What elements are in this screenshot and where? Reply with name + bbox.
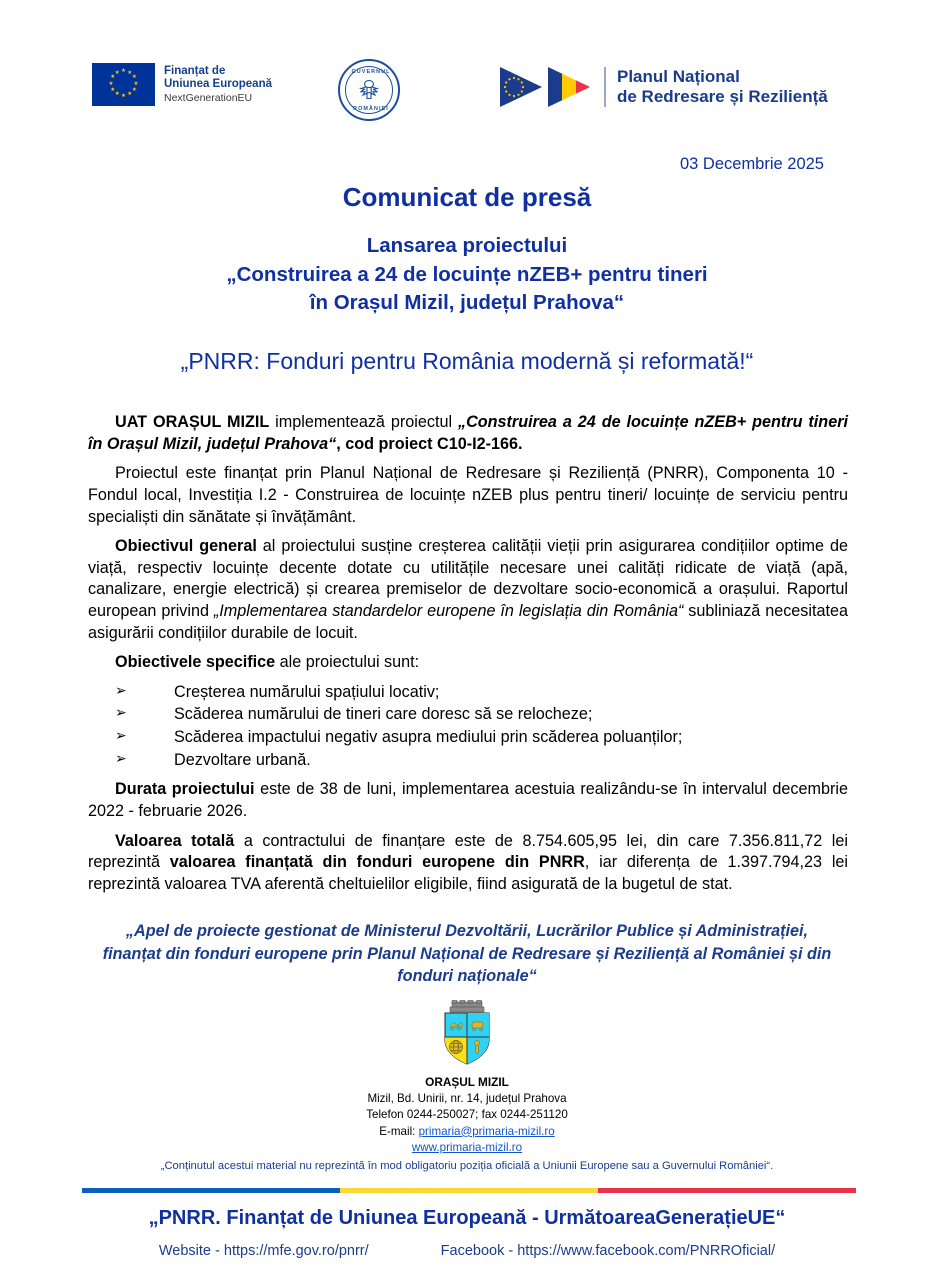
objective-item [88,703,848,726]
project-heading-line2: „Construirea a 24 de locuințe nZEB+ pentru tineri [226,262,708,286]
total-value-label: Valoarea totală [115,831,235,850]
contact-address: Mizil, Bd. Unirii, nr. 14, județul Prahova [367,1091,567,1105]
objective-label: Dezvoltare urbană. [174,750,311,769]
contact-website-link[interactable]: www.primaria-mizil.ro [411,1141,523,1155]
eu-star-icon: ★ [110,86,116,93]
eu-logo-line1: Finanțat de [164,64,226,77]
pnrr-logo [498,63,828,111]
tricolor-segment-red [598,1188,856,1193]
eu-arrow-icon [498,63,546,111]
document-body [88,412,848,903]
eu-star-icon [504,86,506,88]
government-of-romania-seal [338,59,400,121]
objective-item [88,749,848,772]
eu-star-icon [505,81,507,83]
paragraph-specific-objectives-intro [88,652,848,674]
eu-funded-value-label: valoarea finanțată din fonduri europene din PNRR [169,853,585,872]
contact-email-line [0,1124,934,1140]
eu-disclaimer: „Conținutul acestui material nu reprezintă în mod obligatoriu poziția oficială a Uniunii Europene sau a Guvernului României“. [160,1160,774,1172]
paragraph-general-objective [88,536,848,644]
european-report-title: „Implementarea standardelor europene în legislația din România“ [213,602,684,620]
specific-objectives-label: Obiectivele specifice [115,653,276,672]
objective-item [88,681,848,704]
eu-star-icon: ★ [133,80,139,87]
eu-star-icon: ★ [121,93,126,99]
eu-star-icon [513,95,515,97]
eu-star-icon [513,77,515,79]
call-for-projects-note: „Apel de proiecte gestionat de Ministerul Dezvoltării, Lucrărilor Publice și Administrației, finanțat din fonduri europene prin Planul Național de Redresare și Reziliență al României și din fonduri naționale“ [102,922,832,986]
project-heading [0,232,934,318]
objective-label: Scăderea numărului de tineri care doresc să se relocheze; [174,705,593,724]
contact-email-link[interactable]: primaria@primaria-mizil.ro [418,1124,555,1138]
eu-logo-line2: Uniunea Europeană [164,78,272,91]
general-objective-label: Obiectivul general [115,537,257,556]
eu-star-icon [521,90,523,92]
footer-links [0,1243,934,1259]
contact-website-line [0,1140,934,1156]
tricolor-segment-yellow [340,1188,598,1193]
footer-pnrr-title: „PNRR. Finanțat de Uniunea Europeană - UrmătoareaGenerațieUE“ [148,1207,786,1229]
seal-word-top: GUVERNUL [351,68,391,75]
eu-star-icon [508,94,510,96]
eu-star-icon: ★ [131,86,137,93]
tricolor-segment-blue [82,1188,340,1193]
eagle-icon [357,77,381,103]
contact-block [0,1074,934,1157]
footer-website-link[interactable]: Website - https://mfe.gov.ro/pnrr/ [158,1243,369,1259]
general-objective-mid: al proiectului susține creșterea calității vieții prin asigurarea condițiilor optime de viață, respectiv locuințe decente dotate cu utilitățile necesare unei calități ridicate de viață (apă, canalizare, energie electrică) și crearea premiselor de dezvoltare socio-economică a orașului. Raportul european privind [88,537,849,620]
bullet-arrow-icon: ➢ [115,749,127,766]
page-title: Comunicat de presă [342,182,592,212]
eu-logo-line3: NextGenerationEU [164,91,253,104]
bullet-arrow-icon: ➢ [115,681,127,698]
eu-star-icon: ★ [121,68,126,74]
pnrr-logo-line2: de Redresare și Reziliență [617,87,828,106]
eu-star-icon: ★ [127,91,133,98]
eu-flag-icon [92,63,155,106]
general-objective-tail: subliniază necesitatea asigurării condițiilor durabile de locuit. [88,602,848,642]
objectives-list [88,681,848,771]
eu-star-icon: ★ [108,80,114,87]
seal-outer-ring [338,59,400,121]
contact-email-label: E-mail: [379,1124,419,1138]
eu-star-icon [517,78,519,80]
paragraph-intro [88,412,848,455]
contact-org-name: ORAȘUL MIZIL [425,1075,509,1089]
eu-star-icon: ★ [114,91,120,98]
project-title-inline: „Construirea a 24 de locuințe nZEB+ pentru tineri în Orașul Mizil, județul Prahova“ [88,413,848,453]
eu-star-icon [508,78,510,80]
eu-star-icon [505,90,507,92]
tricolor-divider [82,1188,856,1193]
paragraph-duration [88,779,848,822]
pnrr-logo-line1: Planul Național [617,66,740,86]
total-value-tail: , iar diferența de 1.397.794,23 lei reprezintă valoarea TVA aferentă cheltuielilor eligibile, fiind asigurată de la bugetul de stat. [88,853,849,893]
eu-star-icon [522,86,524,88]
paragraph-intro-mid: implementează proiectul [269,413,458,431]
pnrr-slogan: „PNRR: Fonduri pentru România modernă și reformată!“ [180,348,754,374]
logo-bar [0,55,934,135]
eu-logo-text [164,65,272,105]
footer-facebook-link[interactable]: Facebook - https://www.facebook.com/PNRROficial/ [440,1243,776,1259]
bullet-arrow-icon: ➢ [115,704,127,721]
specific-objectives-intro-tail: ale proiectului sunt: [275,653,420,672]
seal-word-bottom: ROMÂNIEI [353,105,389,112]
project-heading-line1: Lansarea proiectului [366,234,568,257]
duration-text: este de 38 de luni, implementarea acestuia realizându-se în intervalul decembrie 2022 - februarie 2026. [88,780,848,820]
eu-funding-logo [92,63,272,106]
eu-star-icon: ★ [127,69,133,76]
eu-star-icon [521,81,523,83]
project-heading-line3: în Orașul Mizil, județul Prahova“ [309,291,625,315]
eu-star-icon: ★ [110,74,116,81]
romania-tricolor-arrow-icon [548,63,594,111]
objective-label: Creșterea numărului spațiului locativ; [174,682,440,701]
total-value-mid: a contractului de finanțare este de 8.754.605,95 lei, din care 7.356.811,72 lei reprezintă [88,831,848,872]
bullet-arrow-icon: ➢ [115,727,127,744]
contact-phone: Telefon 0244-250027; fax 0244-251120 [366,1108,568,1122]
duration-label: Durata proiectului [115,780,255,799]
eu-star-icon [517,94,519,96]
uat-name: UAT ORAȘUL MIZIL [115,413,270,431]
eu-star-icon: ★ [131,74,137,81]
paragraph-total-value [88,831,848,896]
document-date: 03 Decembrie 2025 [679,155,824,173]
pnrr-arrow-marks [498,63,594,111]
pnrr-logo-text [604,67,828,108]
mizil-coat-of-arms-icon [439,1000,495,1066]
paragraph-financing: Proiectul este finanțat prin Planul Național de Redresare și Reziliență (PNRR), Componenta 10 - Fondul local, Investiția I.2 - Construirea de locuințe nZEB plus pentru tineri/ locuințe de serviciu pentru specialiști din sănătate și învățământ. [88,464,848,526]
objective-item [88,726,848,749]
eu-star-icon: ★ [114,69,120,76]
objective-label: Scăderea impactului negativ asupra mediului prin scăderea poluanților; [174,728,683,747]
project-code: , cod proiect C10-I2-166. [336,434,523,453]
